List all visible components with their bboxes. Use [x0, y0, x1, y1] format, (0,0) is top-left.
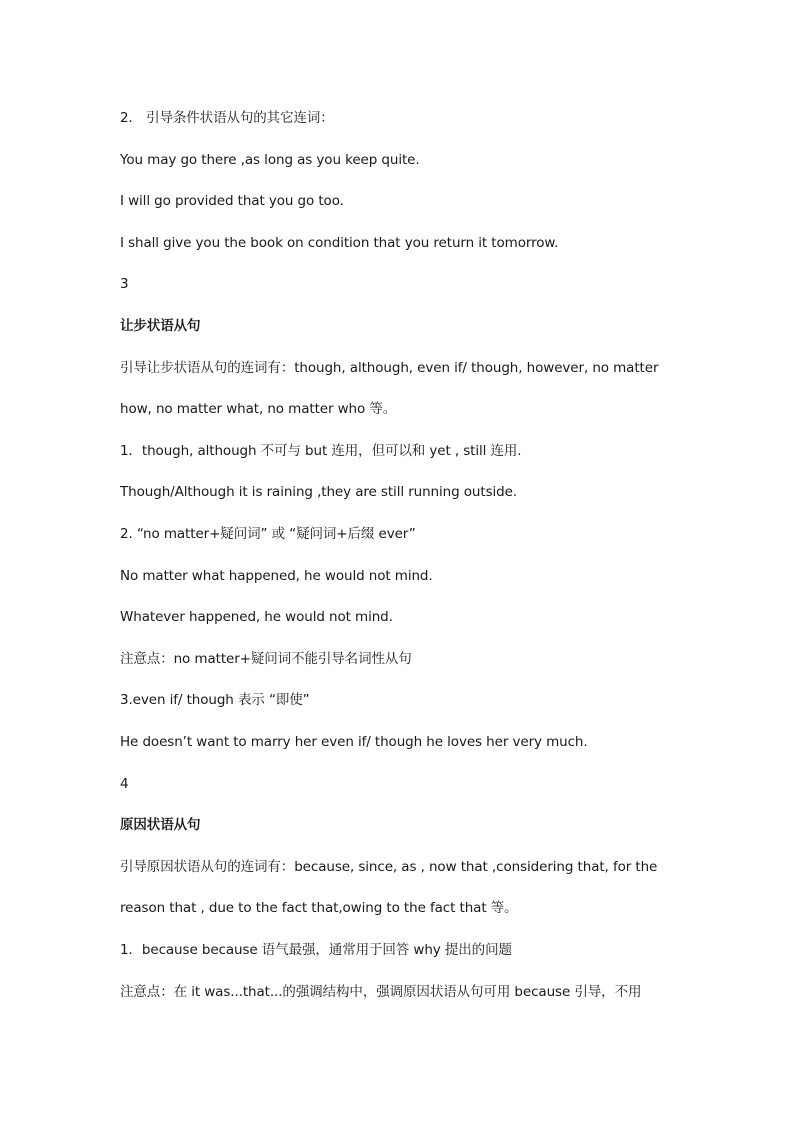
note-line: 注意点：在 it was...that...的强调结构中，强调原因状语从句可用 because 引导，不用: [120, 984, 642, 1000]
section-number: 3: [120, 276, 129, 292]
example-sentence: Whatever happened, he would not mind.: [120, 609, 393, 625]
section-title: 让步状语从句: [120, 318, 201, 334]
example-sentence: No matter what happened, he would not mind.: [120, 568, 433, 584]
example-sentence: Though/Although it is raining ,they are still running outside.: [120, 484, 518, 500]
paragraph-line: 引导原因状语从句的连词有：because, since, as , now that ,considering that, for the: [120, 859, 658, 875]
rule-item: 3.even if/ though 表示 “即使”: [120, 692, 310, 708]
rule-item: 1．because because 语气最强，通常用于回答 why 提出的问题: [120, 942, 512, 958]
example-sentence: I will go provided that you go too.: [120, 193, 344, 209]
example-sentence: You may go there ,as long as you keep quite.: [120, 152, 420, 168]
section-number: 4: [120, 776, 129, 792]
example-sentence: He doesn’t want to marry her even if/ though he loves her very much.: [120, 734, 588, 750]
section-title: 原因状语从句: [120, 817, 201, 833]
paragraph-line: 引导让步状语从句的连词有：though, although, even if/ though, however, no matter: [120, 360, 659, 376]
rule-item: 1．though, although 不可与 but 连用，但可以和 yet , still 连用.: [120, 443, 522, 459]
rule-item: 2. “no matter+疑问词” 或 “疑问词+后缀 ever”: [120, 526, 416, 542]
paragraph-line: reason that , due to the fact that,owing to the fact that 等。: [120, 900, 518, 916]
example-sentence: I shall give you the book on condition that you return it tomorrow.: [120, 235, 559, 251]
note-line: 注意点：no matter+疑问词不能引导名词性从句: [120, 651, 412, 667]
paragraph-line: how, no matter what, no matter who 等。: [120, 401, 397, 417]
condition-clause-heading: 2． 引导条件状语从句的其它连词：: [120, 110, 334, 126]
